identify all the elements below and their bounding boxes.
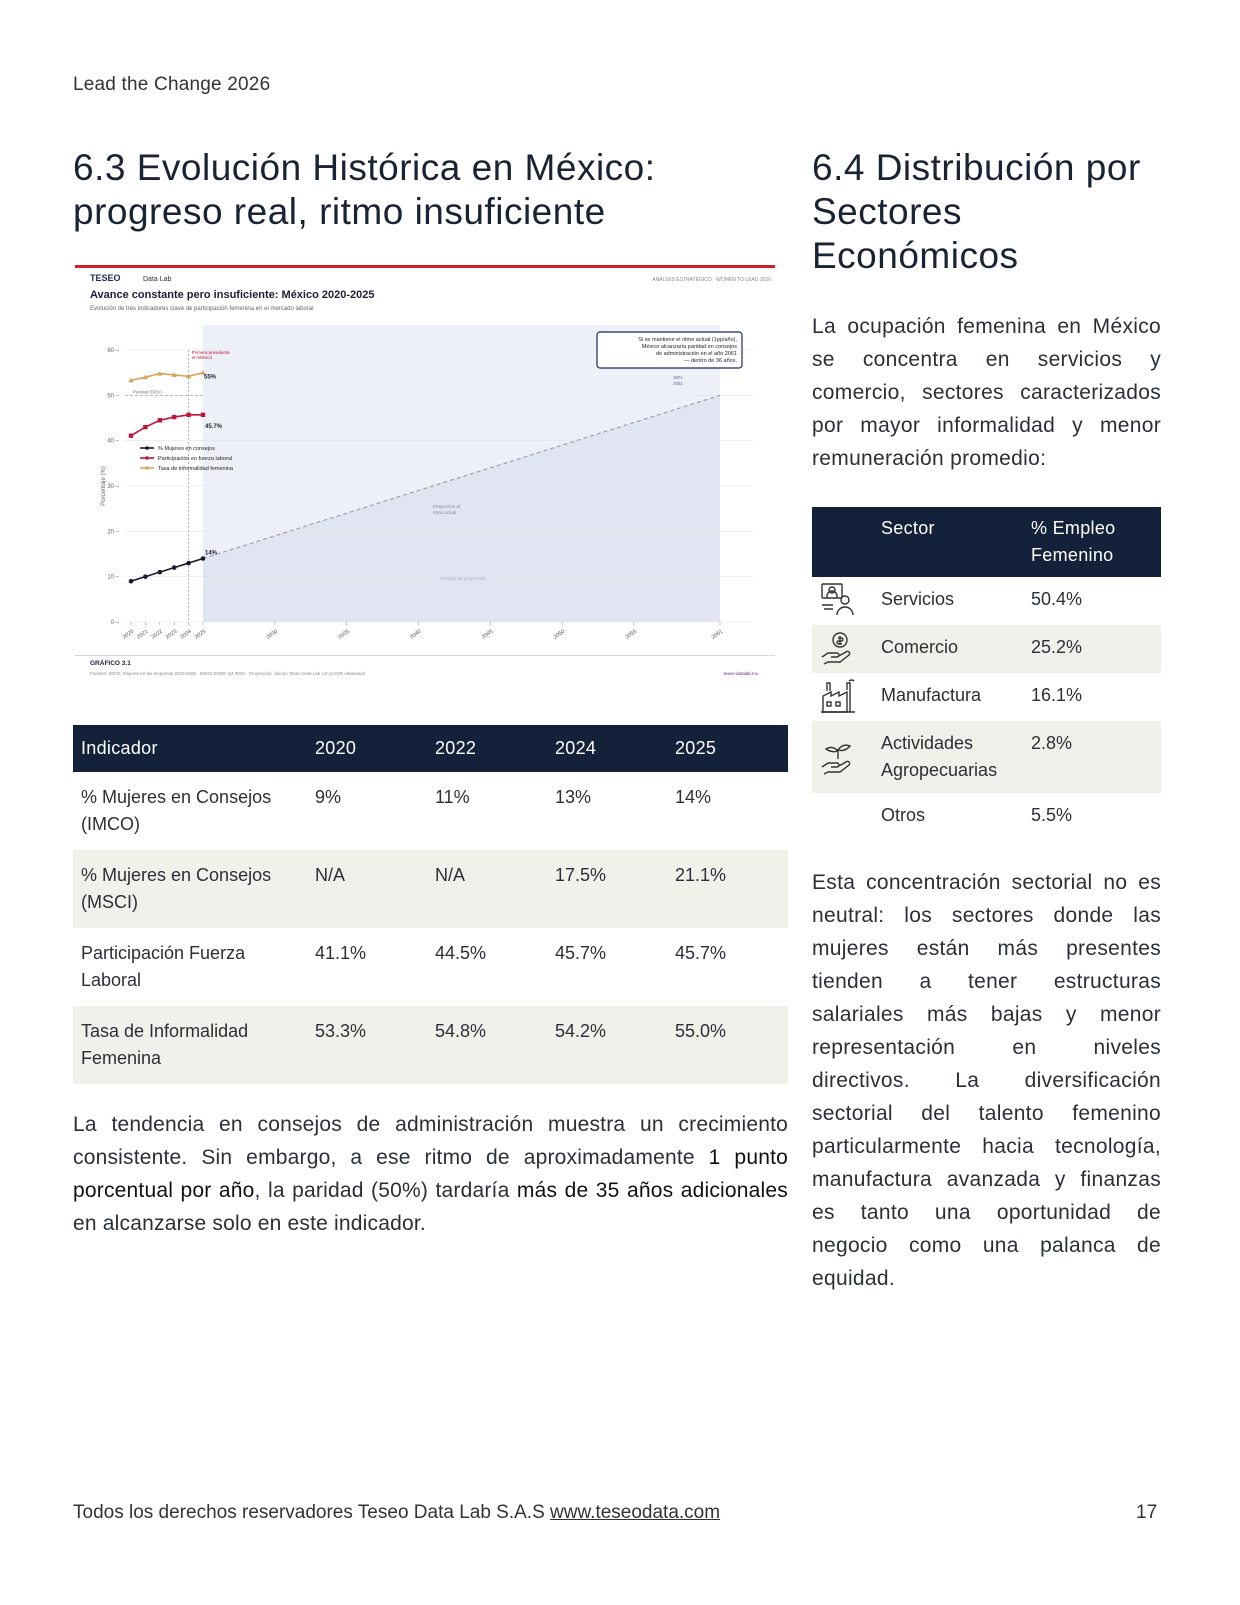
callout-line-1: Si se mantiene el ritmo actual (1pp/año), xyxy=(638,337,737,343)
col-header-empleo: % Empleo Femenino xyxy=(1023,507,1161,577)
table-row xyxy=(812,673,1161,721)
callout-line-4: — dentro de 36 años. xyxy=(684,358,737,364)
chart-callout xyxy=(597,332,742,368)
y-axis-label: Porcentaje (%) xyxy=(101,466,107,506)
section-title-6-3: 6.3 Evolución Histórica en México: progreso real, ritmo insuficiente xyxy=(73,147,656,232)
x-tick-label: 2024 xyxy=(179,628,193,641)
cell: N/A xyxy=(307,850,427,928)
cell: 21.1% xyxy=(667,850,788,928)
chart-site: teseo-datalab.mx xyxy=(723,671,758,676)
series-line xyxy=(131,415,203,436)
cell: 53.3% xyxy=(307,1006,427,1084)
row-label: Participación Fuerza Laboral xyxy=(81,943,246,990)
footer xyxy=(73,1502,720,1524)
x-tick-label: 2020 xyxy=(121,628,136,641)
sector-name: Comercio xyxy=(873,625,1023,673)
cell: 54.8% xyxy=(427,1006,547,1084)
president-label: Primera presidenta xyxy=(191,350,230,355)
sector-pct: 50.4% xyxy=(1031,589,1083,609)
y-tick-label: 40 – xyxy=(107,438,119,445)
legend-marker xyxy=(145,456,149,460)
cell: N/A xyxy=(427,850,547,928)
col-header-2024: 2024 xyxy=(547,725,667,772)
running-header: Lead the Change 2026 xyxy=(73,74,271,95)
chart-figure xyxy=(73,265,788,695)
table-row xyxy=(812,577,1161,625)
x-tick-label: 2055 xyxy=(624,628,638,641)
projection-label: ritmo actual xyxy=(433,510,457,515)
y-tick-label: 30 – xyxy=(107,484,119,490)
sector-intro-paragraph: La ocupación femenina en México se concentra en servicios y comercio, sectores caracterizados por mayor informalidad y menor remuneración promedio: xyxy=(812,315,1161,470)
row-label: % Mujeres en Consejos (IMCO) xyxy=(81,787,272,834)
table-row xyxy=(73,772,788,850)
row-label: % Mujeres en Consejos (MSCI) xyxy=(73,850,307,928)
factory-icon xyxy=(812,673,873,721)
x-tick-label: 2045 xyxy=(480,628,495,641)
cell: 13% xyxy=(555,787,592,807)
chart-svg xyxy=(73,265,788,695)
x-tick-label: 2022 xyxy=(150,628,164,641)
data-label-informalidad: 55% xyxy=(204,374,217,381)
para-emphasis: 1 punto porcentual por año xyxy=(73,1146,788,1202)
data-point xyxy=(186,561,191,566)
table-row xyxy=(73,850,788,928)
trend-paragraph xyxy=(73,1108,788,1240)
chart-bottom-rule xyxy=(75,655,775,656)
data-point xyxy=(186,413,190,417)
parity-label: Paridad (50%) xyxy=(133,389,162,395)
section-title-6-4: 6.4 Distribución por Sectores Económicos xyxy=(812,147,1141,276)
legend-label: Participación en fuerza laboral xyxy=(158,456,232,462)
table-row xyxy=(812,793,1161,838)
y-tick-label: 20 – xyxy=(107,529,119,536)
callout-line-2: México alcanzaría paridad en consejos xyxy=(641,344,737,350)
president-label: en México xyxy=(191,355,213,360)
table-row xyxy=(73,1006,788,1084)
page-number: 17 xyxy=(1136,1502,1158,1523)
col-header-2025: 2025 xyxy=(667,725,788,772)
sector-table-header xyxy=(812,507,1161,577)
series-line xyxy=(131,559,203,582)
para-emphasis: más de 35 años adicionales xyxy=(516,1179,788,1202)
data-point xyxy=(158,418,162,422)
chart-subtitle: Evolución de tres indicadores clave de participación femenina en el mercado laboral xyxy=(90,306,314,312)
y-tick-label: 60 – xyxy=(107,348,119,354)
indicator-table-header xyxy=(73,725,788,772)
data-point xyxy=(201,556,206,561)
footer-link[interactable]: www.teseodata.com xyxy=(550,1502,721,1523)
services-worker-icon xyxy=(812,577,873,625)
sector-pct: 25.2% xyxy=(1023,625,1161,673)
footer-text: Todos los derechos reservadores Teseo Data Lab S.A.S xyxy=(73,1502,551,1523)
callout-line-3: de administración en el año 2061 xyxy=(655,351,737,357)
target-label: 50% xyxy=(673,375,683,380)
target-label: 2061 xyxy=(672,381,684,386)
chart-source: Fuentes: IMCO, Mujeres en las empresas 2020-2025 · INEGI ENOE Q4 2025 · Proyección: cálculo Teseo Data Lab con CAGR observado xyxy=(90,671,366,676)
x-tick-label: 2061 xyxy=(710,628,725,641)
table-row xyxy=(812,721,1161,793)
chart-title: Avance constante pero insuficiente: México 2020-2025 xyxy=(90,289,375,301)
chart-top-rule xyxy=(75,265,775,268)
legend-label: Tasa de informalidad femenina xyxy=(158,466,233,472)
sector-conclusion-paragraph: Esta concentración sectorial no es neutral: los sectores donde las mujeres están más presentes tienden a tener estructuras salariales más bajas y menor representación en niveles directivos. La diversificación sectorial del talento femenino particularmente hacia tecnología, manufactura avanzada y finanzas es tanto una oportunidad de negocio como una palanca de equidad. xyxy=(812,871,1161,1290)
x-tick-label: 2030 xyxy=(265,628,279,641)
data-label-fuerza-laboral: 45.7% xyxy=(205,423,223,430)
sector-name: Otros xyxy=(881,805,926,825)
sector-name: Actividades Agropecuarias xyxy=(873,721,1023,793)
cell: 44.5% xyxy=(435,943,487,963)
chart-brand-sub: Data Lab xyxy=(143,276,172,283)
x-tick-label: 2035 xyxy=(337,628,351,641)
sector-name: Manufactura xyxy=(881,685,982,705)
legend-marker xyxy=(145,446,149,450)
cell: 41.1% xyxy=(315,943,367,963)
data-point xyxy=(143,574,148,579)
cell: 11% xyxy=(435,787,470,807)
col-header-sector: Sector xyxy=(873,507,1023,577)
indicator-table xyxy=(73,725,788,1084)
cell: 54.2% xyxy=(547,1006,667,1084)
chart-tagline: ANÁLISIS ESTRATÉGICO · WOMEN TO LEAD 2026 xyxy=(652,277,771,283)
table-row xyxy=(73,928,788,1006)
chart-caption: GRÁFICO 3.1 xyxy=(90,660,131,667)
data-point xyxy=(201,413,205,417)
sector-pct: 5.5% xyxy=(1031,805,1073,825)
y-tick-label: 10 – xyxy=(107,574,119,581)
y-tick-label: 50 – xyxy=(107,393,119,400)
data-point xyxy=(172,565,177,570)
cell: 45.7% xyxy=(675,943,727,963)
para-text: La tendencia en consejos de administración muestra un crecimiento consistente. Sin embargo, a ese ritmo de aproximadamente xyxy=(73,1113,788,1169)
col-header-2020: 2020 xyxy=(307,725,427,772)
data-label-consejos: 14% xyxy=(205,550,218,557)
legend-marker xyxy=(145,466,149,470)
para-text: en alcanzarse solo en este indicador. xyxy=(73,1212,426,1235)
col-header-icon xyxy=(812,507,873,577)
empty-icon-cell xyxy=(812,793,873,838)
legend-label: % Mujeres en consejos xyxy=(158,446,215,452)
series-line xyxy=(131,373,203,381)
cell: 45.7% xyxy=(555,943,607,963)
cell: 14% xyxy=(675,787,712,807)
data-point xyxy=(129,433,133,437)
cell: 17.5% xyxy=(547,850,667,928)
sector-table xyxy=(812,507,1161,838)
sector-pct: 16.1% xyxy=(1031,685,1083,705)
data-point xyxy=(129,579,134,584)
projection-period-label: Período de proyección xyxy=(440,576,486,581)
chart-plot-area xyxy=(101,325,753,641)
x-tick-label: 2025 xyxy=(193,628,208,641)
x-tick-label: 2021 xyxy=(136,628,150,641)
table-row xyxy=(812,625,1161,673)
x-tick-label: 2040 xyxy=(409,628,423,641)
para-text: , la paridad (50%) tardaría xyxy=(254,1179,517,1202)
sector-pct: 2.8% xyxy=(1023,721,1161,793)
plant-hand-icon xyxy=(812,721,873,793)
data-point xyxy=(143,425,147,429)
projection-label: Proyección al xyxy=(433,504,461,509)
chart-brand: TESEO xyxy=(90,273,121,283)
x-tick-label: 2023 xyxy=(164,628,179,641)
col-header-indicador: Indicador xyxy=(73,725,307,772)
data-point xyxy=(172,415,176,419)
cell: 55.0% xyxy=(667,1006,788,1084)
row-label: Tasa de Informalidad Femenina xyxy=(73,1006,307,1084)
money-hand-icon xyxy=(812,625,873,673)
cell: 9% xyxy=(315,787,342,807)
data-point xyxy=(158,570,163,575)
x-tick-label: 2050 xyxy=(552,628,567,641)
col-header-2022: 2022 xyxy=(427,725,547,772)
y-tick-label: 0 – xyxy=(110,620,119,626)
sector-name: Servicios xyxy=(881,589,955,609)
